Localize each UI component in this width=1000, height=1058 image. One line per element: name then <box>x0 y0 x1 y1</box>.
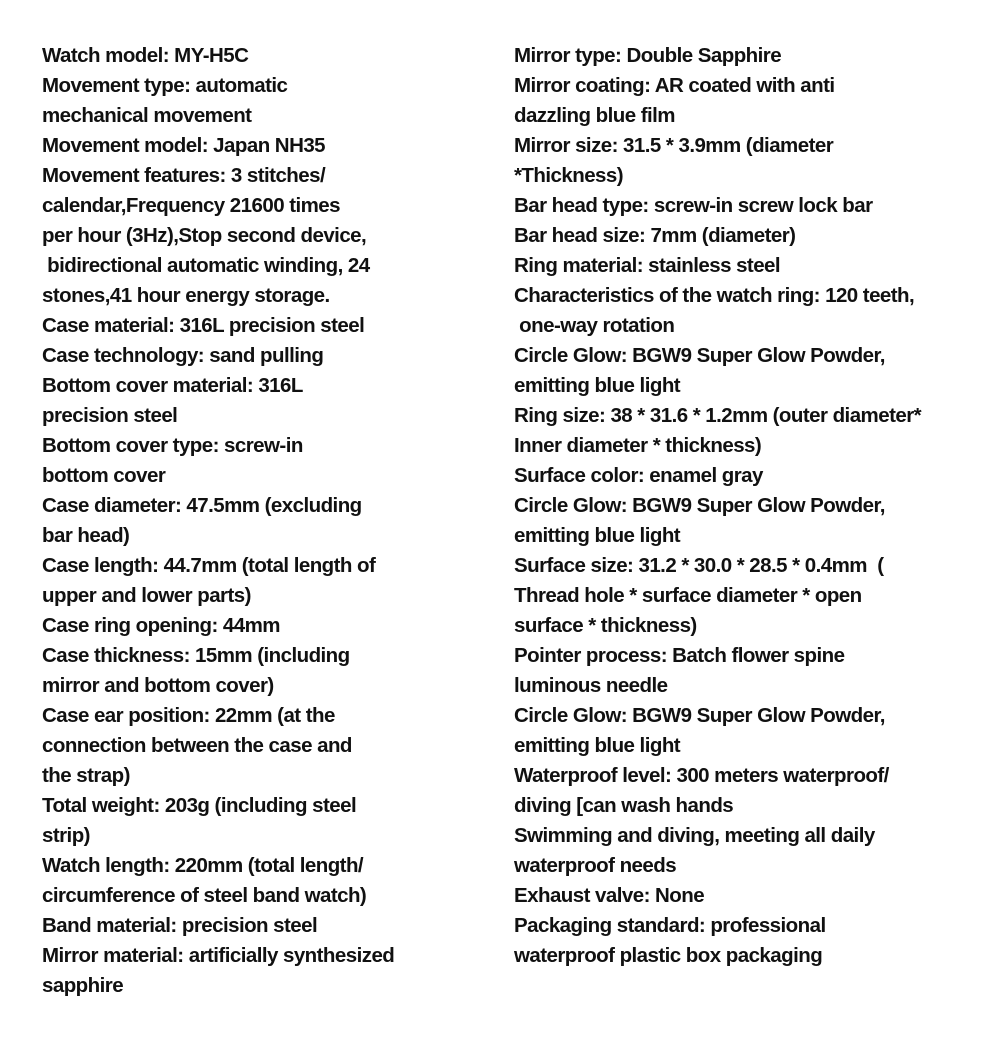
spec-line: Pointer process: Batch flower spine <box>514 644 845 667</box>
spec-line: Band material: precision steel <box>42 914 318 937</box>
spec-line: precision steel <box>42 404 178 427</box>
spec-line: dazzling blue film <box>514 104 675 127</box>
spec-line: Case technology: sand pulling <box>42 344 324 367</box>
spec-line: Mirror coating: AR coated with anti <box>514 74 835 97</box>
spec-line: one-way rotation <box>514 314 675 337</box>
spec-line: emitting blue light <box>514 524 681 547</box>
spec-line: Bar head type: screw-in screw lock bar <box>514 194 873 217</box>
spec-line: Swimming and diving, meeting all daily <box>514 824 875 847</box>
spec-line: Watch model: MY-H5C <box>42 44 249 67</box>
spec-line: Waterproof level: 300 meters waterproof/ <box>514 764 889 787</box>
spec-line: Watch length: 220mm (total length/ <box>42 854 364 877</box>
spec-line: Bottom cover material: 316L <box>42 374 303 397</box>
spec-line: emitting blue light <box>514 374 681 397</box>
spec-line: Exhaust valve: None <box>514 884 705 907</box>
spec-line: connection between the case and <box>42 734 352 757</box>
spec-line: diving [can wash hands <box>514 794 734 817</box>
spec-line: sapphire <box>42 974 124 997</box>
spec-line: Case ear position: 22mm (at the <box>42 704 335 727</box>
spec-line: Thread hole * surface diameter * open <box>514 584 862 607</box>
spec-line: Mirror size: 31.5 * 3.9mm (diameter <box>514 134 834 157</box>
spec-line: Surface size: 31.2 * 30.0 * 28.5 * 0.4mm ( <box>514 554 884 577</box>
spec-column-left <box>42 41 497 1001</box>
spec-line: stones,41 hour energy storage. <box>42 284 330 307</box>
spec-line: Inner diameter * thickness) <box>514 434 762 457</box>
spec-line: calendar,Frequency 21600 times <box>42 194 341 217</box>
spec-line: Movement features: 3 stitches/ <box>42 164 326 187</box>
spec-line: bottom cover <box>42 464 166 487</box>
spec-line: *Thickness) <box>514 164 624 187</box>
spec-line: Case diameter: 47.5mm (excluding <box>42 494 362 517</box>
spec-line: Circle Glow: BGW9 Super Glow Powder, <box>514 494 885 517</box>
spec-line: Characteristics of the watch ring: 120 teeth, <box>514 284 915 307</box>
spec-line: luminous needle <box>514 674 668 697</box>
spec-line: Packaging standard: professional <box>514 914 826 937</box>
spec-line: mirror and bottom cover) <box>42 674 274 697</box>
spec-line: strip) <box>42 824 90 847</box>
spec-line: Case ring opening: 44mm <box>42 614 280 637</box>
spec-line: Movement type: automatic <box>42 74 288 97</box>
spec-line: Mirror material: artificially synthesized <box>42 944 395 967</box>
spec-line: waterproof plastic box packaging <box>514 944 823 967</box>
spec-line: Mirror type: Double Sapphire <box>514 44 782 67</box>
spec-line: Movement model: Japan NH35 <box>42 134 326 157</box>
spec-line: surface * thickness) <box>514 614 697 637</box>
spec-column-right <box>514 41 984 971</box>
spec-line: Surface color: enamel gray <box>514 464 763 487</box>
spec-line: the strap) <box>42 764 130 787</box>
spec-line: Case thickness: 15mm (including <box>42 644 350 667</box>
spec-line: Bar head size: 7mm (diameter) <box>514 224 796 247</box>
spec-line: Case length: 44.7mm (total length of <box>42 554 376 577</box>
spec-line: Total weight: 203g (including steel <box>42 794 357 817</box>
spec-line: bar head) <box>42 524 130 547</box>
spec-line: per hour (3Hz),Stop second device, <box>42 224 367 247</box>
spec-line: Circle Glow: BGW9 Super Glow Powder, <box>514 344 885 367</box>
spec-line: bidirectional automatic winding, 24 <box>42 254 370 277</box>
spec-line: mechanical movement <box>42 104 252 127</box>
spec-line: circumference of steel band watch) <box>42 884 367 907</box>
spec-line: Bottom cover type: screw-in <box>42 434 303 457</box>
spec-line: Ring material: stainless steel <box>514 254 781 277</box>
spec-line: waterproof needs <box>514 854 677 877</box>
spec-line: emitting blue light <box>514 734 681 757</box>
spec-line: Case material: 316L precision steel <box>42 314 365 337</box>
spec-line: Circle Glow: BGW9 Super Glow Powder, <box>514 704 885 727</box>
spec-line: upper and lower parts) <box>42 584 251 607</box>
spec-line: Ring size: 38 * 31.6 * 1.2mm (outer diameter* <box>514 404 922 427</box>
